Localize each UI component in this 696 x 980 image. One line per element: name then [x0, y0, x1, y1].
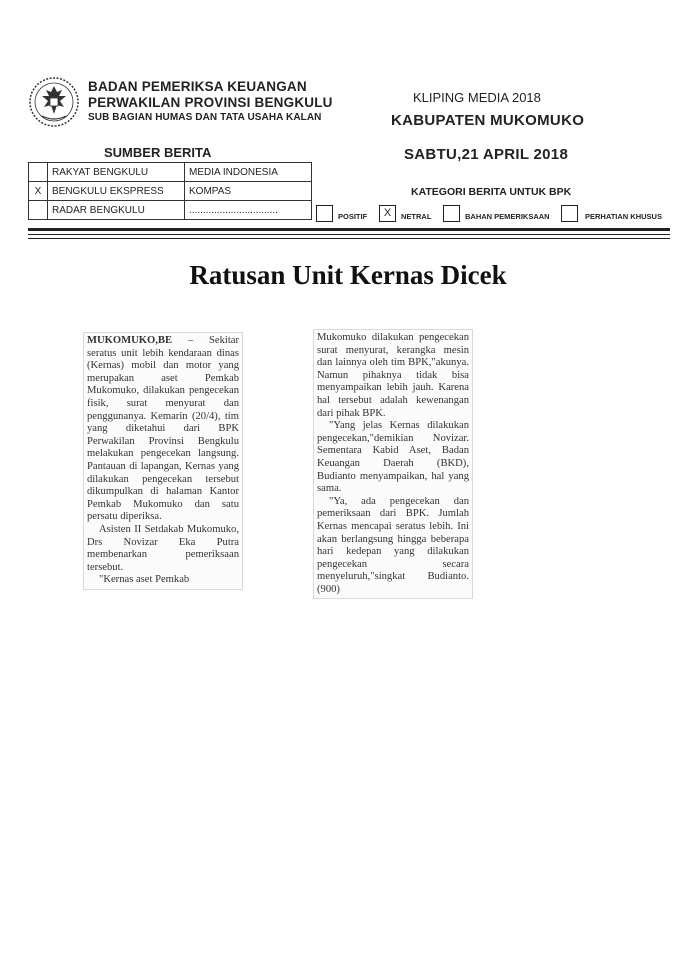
article-paragraph: "Ya, ada pengecekan dan pemeriksaan dari BPK. Jumlah Kernas mencapai seratus lebih. Ini akan berlangsung hingga beberapa hari kedepan yang dilakukan pengecekan secara menyeluruh,"singkat Budianto.(900) — [317, 495, 469, 595]
source-name: RADAR BENGKULU — [48, 201, 185, 220]
source-mark — [29, 163, 48, 182]
article-dateline: MUKOMUKO,BE — [87, 335, 173, 346]
kategori-label-netral: NETRAL — [401, 212, 432, 221]
org-office: PERWAKILAN PROVINSI BENGKULU — [88, 95, 333, 110]
article-column-right — [314, 330, 472, 598]
article-paragraph: – Sekitar seratus unit lebih kendaraan dinas (Kernas) mobil dan motor yang merupakan aset Pemkab Mukomuko, dilakukan pengecekan fisik, surat menyurat dan penggunanya. Kemarin (20/4), tim yang diketahui dari BPK Perwakilan Provinsi Bengkulu melakukan pengecekan langsung. Pantauan di lapangan, Kernas yang dilakukan pengecekan tersebut dikumpulkan di halaman Kantor Pemkab Mukomuko dan satu persatu diperiksa. — [87, 335, 239, 523]
kategori-checkbox-netral: X — [379, 205, 396, 222]
kliping-title: KLIPING MEDIA 2018 — [413, 90, 541, 105]
article-paragraph: Asisten II Setdakab Mukomuko, Drs Novizar Eka Putra membenarkan pemeriksaan tersebut. — [87, 523, 239, 573]
source-row — [29, 182, 312, 201]
kategori-checkbox-bahan — [443, 205, 460, 222]
article-paragraph: "Kernas aset Pemkab — [99, 574, 190, 586]
source-name: KOMPAS — [185, 182, 312, 201]
garuda-emblem-icon — [28, 76, 80, 128]
kategori-checkbox-perhatian — [561, 205, 578, 222]
article-paragraph: Mukomuko dilakukan pengecekan surat menyurat, kerangka mesin dan lainnya oleh tim BPK,"akunya. Namun pihaknya tidak bisa menyampaikan lebih jauh. Karena hal tersebut adalah kewenangan dari pihak BPK. — [317, 332, 469, 419]
source-name: MEDIA INDONESIA — [185, 163, 312, 182]
source-name: BENGKULU EKSPRESS — [48, 182, 185, 201]
header-divider — [28, 238, 670, 239]
sumber-title: SUMBER BERITA — [104, 145, 212, 160]
kategori-title: KATEGORI BERITA UNTUK BPK — [411, 186, 572, 198]
org-name: BADAN PEMERIKSA KEUANGAN — [88, 79, 307, 94]
article-paragraph: "Yang jelas Kernas dilakukan pengecekan,"demikian Novizar. Sementara Kabid Aset, Badan Keuangan Daerah (BKD), Budianto menyampaikan, hal yang sama. — [317, 420, 469, 495]
source-name: RAKYAT BENGKULU — [48, 163, 185, 182]
source-mark: X — [29, 182, 48, 201]
source-name: ................................ — [185, 201, 312, 220]
source-row — [29, 163, 312, 182]
org-subdivision: SUB BAGIAN HUMAS DAN TATA USAHA KALAN — [88, 112, 322, 123]
article-column-left — [84, 333, 242, 589]
header-divider — [28, 228, 670, 231]
kabupaten-title: KABUPATEN MUKOMUKO — [391, 112, 585, 129]
source-table — [28, 162, 312, 220]
header-divider — [28, 234, 670, 235]
date-title: SABTU,21 APRIL 2018 — [404, 146, 569, 163]
source-mark — [29, 201, 48, 220]
kategori-label-positif: POSITIF — [338, 212, 368, 221]
article-headline: Ratusan Unit Kernas Dicek — [189, 260, 507, 290]
kategori-checkbox-positif — [316, 205, 333, 222]
source-row — [29, 201, 312, 220]
kategori-label-perhatian: PERHATIAN KHUSUS — [585, 212, 662, 221]
kategori-label-bahan: BAHAN PEMERIKSAAN — [465, 212, 550, 221]
